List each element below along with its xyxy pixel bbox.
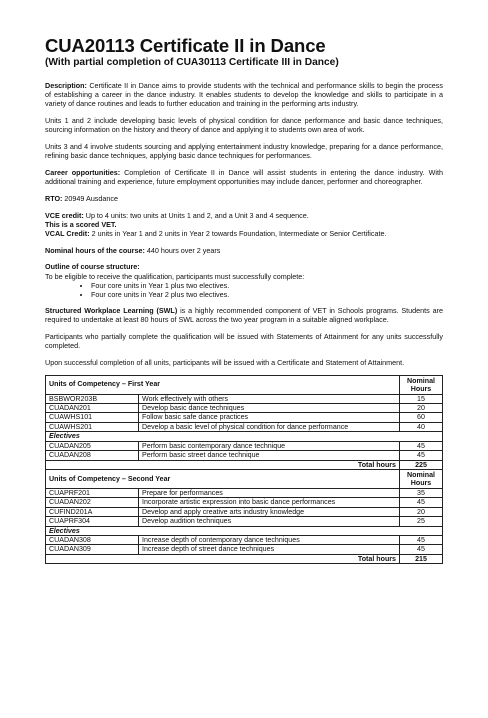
unit-title: Follow basic safe dance practices [139, 413, 400, 422]
year1-total-value: 225 [400, 460, 443, 469]
table-row [46, 441, 443, 450]
unit-title: Work effectively with others [139, 394, 400, 403]
outline-label: Outline of course structure: [45, 262, 140, 272]
outline-intro: To be eligible to receive the qualification, participants must successfully complete: [45, 271, 305, 281]
year1-total-label: Total hours [46, 460, 400, 469]
nominal-hours-text: 440 hours over 2 years [144, 245, 221, 255]
scored-vet-text: This is a scored VET. [45, 219, 117, 229]
units-3-4-paragraph: Units 3 and 4 involve students sourcing and applying entertainment industry knowledge, preparing for a dance performance, refining basic dance techniques, applying basic dance techniques for performances. [45, 142, 443, 161]
unit-code: BSBWOR203B [46, 394, 139, 403]
scored-vet-line [45, 220, 443, 229]
unit-hours: 15 [400, 394, 443, 403]
swl-label: Structured Workplace Learning (SWL) [45, 306, 178, 316]
table-row [46, 545, 443, 554]
unit-hours: 20 [400, 404, 443, 413]
rto-label: RTO: [45, 193, 63, 203]
unit-title: Develop and apply creative arts industry knowledge [139, 507, 400, 516]
unit-title: Develop basic dance techniques [139, 404, 400, 413]
unit-code: CUAWHS101 [46, 413, 139, 422]
unit-code: CUAPRF304 [46, 517, 139, 526]
table-row [46, 488, 443, 497]
year1-electives-label: Electives [46, 432, 443, 441]
nominal-hours-paragraph [45, 246, 443, 255]
unit-code: CUAPRF201 [46, 488, 139, 497]
description-text: Certificate II in Dance aims to provide students with the technical and performance skills to begin the process of establishing a career in the dance industry. It enables students to develop the knowledge and skills to participate in a variety of dance routines and leads to further education and training in the performing arts industry. [45, 81, 443, 109]
rto-paragraph [45, 194, 443, 203]
swl-paragraph [45, 306, 443, 324]
career-text: Completion of Certificate II in Dance will assist students in entering the dance industry. With additional training and experience, future employment opportunities may include dancer, performer and choreographer. [45, 167, 443, 187]
table-row [46, 404, 443, 413]
unit-code: CUADAN201 [46, 404, 139, 413]
description-label: Description: [45, 81, 87, 90]
table-row [46, 507, 443, 516]
unit-title: Incorporate artistic expression into basic dance performances [139, 498, 400, 507]
vcal-label: VCAL Credit: [45, 228, 90, 238]
description-paragraph [45, 81, 443, 109]
table-row [46, 451, 443, 460]
year1-hours-heading: Nominal Hours [400, 375, 443, 394]
partial-completion-paragraph: Participants who partially complete the qualification will be issued with Statements of Attainment for any units successfully completed. [45, 332, 443, 351]
career-paragraph [45, 168, 443, 186]
unit-title: Develop audition techniques [139, 517, 400, 526]
unit-title: Perform basic street dance technique [139, 451, 400, 460]
unit-hours: 45 [400, 451, 443, 460]
vce-text: Up to 4 units: two units at Units 1 and 2, and a Unit 3 and 4 sequence. [83, 210, 309, 220]
table-row [46, 422, 443, 431]
unit-code: CUADAN202 [46, 498, 139, 507]
vce-label: VCE credit: [45, 210, 84, 220]
vcal-text: 2 units in Year 1 and 2 units in Year 2 towards Foundation, Intermediate or Senior Certificate. [89, 228, 387, 238]
year2-total-row [46, 554, 443, 563]
unit-hours: 20 [400, 507, 443, 516]
completion-paragraph: Upon successful completion of all units, participants will be issued with a Certificate and Statement of Attainment. [45, 357, 405, 367]
outline-list [45, 281, 443, 299]
unit-hours: 25 [400, 517, 443, 526]
table-row [46, 413, 443, 422]
list-item: • Four core units in Year 1 plus two electives. [91, 281, 443, 290]
year2-total-value: 215 [400, 554, 443, 563]
unit-hours: 45 [400, 441, 443, 450]
outline-heading [45, 262, 443, 271]
table-row [46, 517, 443, 526]
document-subtitle: (With partial completion of CUA30113 Certificate III in Dance) [45, 57, 339, 68]
unit-code: CUADAN208 [46, 451, 139, 460]
unit-hours: 60 [400, 413, 443, 422]
units-table [45, 375, 443, 565]
unit-hours: 35 [400, 488, 443, 497]
year1-heading: Units of Competency – First Year [46, 375, 400, 394]
table-row [46, 498, 443, 507]
units-1-2-paragraph: Units 1 and 2 include developing basic levels of physical condition for dance performance and basic dance techniques, sourcing information on the history and theory of dance and applying it to students own area of work. [45, 116, 443, 135]
year1-header-row [46, 375, 443, 394]
unit-hours: 45 [400, 535, 443, 544]
unit-hours: 45 [400, 545, 443, 554]
unit-hours: 40 [400, 422, 443, 431]
unit-code: CUADAN309 [46, 545, 139, 554]
unit-hours: 45 [400, 498, 443, 507]
swl-text: is a highly recommended component of VET in Schools programs. Students are required to undertake at least 80 hours of SWL across the two year program in a suitable aligned workplace. [45, 306, 443, 325]
year2-header-row [46, 469, 443, 488]
unit-title: Perform basic contemporary dance technique [139, 441, 400, 450]
rto-text: 20949 Ausdance [62, 193, 118, 203]
year2-electives-row [46, 526, 443, 535]
document-title: CUA20113 Certificate II in Dance [45, 35, 326, 56]
vce-paragraph [45, 211, 443, 220]
year1-total-row [46, 460, 443, 469]
year2-electives-label: Electives [46, 526, 443, 535]
year2-total-label: Total hours [46, 554, 400, 563]
vcal-paragraph [45, 229, 443, 238]
unit-title: Prepare for performances [139, 488, 400, 497]
unit-code: CUFIND201A [46, 507, 139, 516]
unit-code: CUADAN308 [46, 535, 139, 544]
unit-title: Increase depth of street dance techniques [139, 545, 400, 554]
table-row [46, 394, 443, 403]
unit-code: CUAWHS201 [46, 422, 139, 431]
year2-heading: Units of Competency – Second Year [46, 469, 400, 488]
year2-hours-heading: Nominal Hours [400, 469, 443, 488]
unit-title: Develop a basic level of physical condition for dance performance [139, 422, 400, 431]
unit-title: Increase depth of contemporary dance techniques [139, 535, 400, 544]
career-label: Career opportunities: [45, 167, 121, 177]
year1-electives-row [46, 432, 443, 441]
nominal-hours-label: Nominal hours of the course: [45, 245, 145, 255]
unit-code: CUADAN205 [46, 441, 139, 450]
table-row [46, 535, 443, 544]
list-item: • Four core units in Year 2 plus two electives. [91, 290, 443, 299]
